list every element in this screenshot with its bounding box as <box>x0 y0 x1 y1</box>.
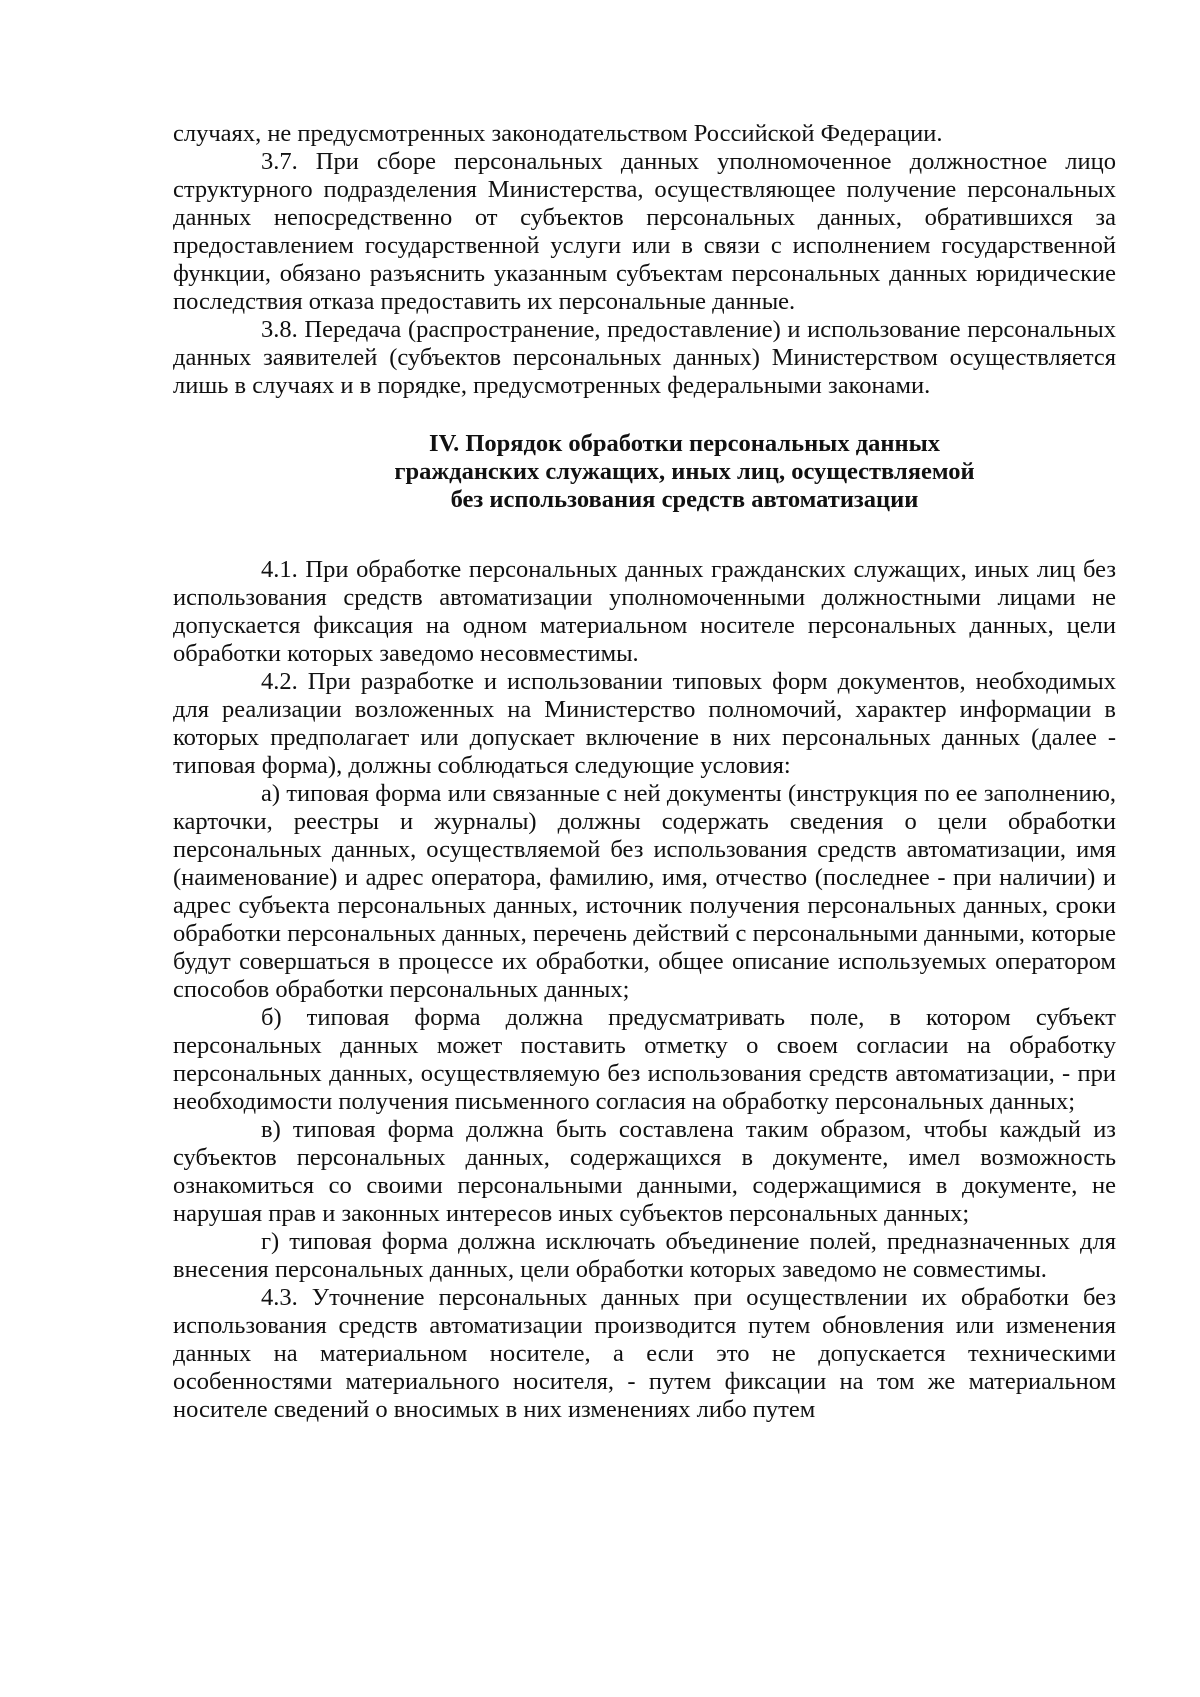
paragraph-3-8: 3.8. Передача (распространение, предоставление) и использование персональных данных заявителей (субъектов персональных данных) Министерством осуществляется лишь в случаях и в порядке, предусмотренных федеральными законами. <box>173 316 1116 399</box>
paragraph-4-2-a: а) типовая форма или связанные с ней документы (инструкция по ее заполнению, карточки, реестры и журналы) должны содержать сведения о цели обработки персональных данных, осуществляемой без использования средств автоматизации, имя (наименование) и адрес оператора, фамилию, имя, отчество (последнее - при наличии) и адрес субъекта персональных данных, источник получения персональных данных, сроки обработки персональных данных, перечень действий с персональными данными, которые будут совершаться в процессе их обработки, общее описание используемых оператором способов обработки персональных данных; <box>173 780 1116 1003</box>
paragraph-4-2-v: в) типовая форма должна быть составлена таким образом, чтобы каждый из субъектов персональных данных, содержащихся в документе, имел возможность ознакомиться со своими персональными данными, содержащимися в документе, не нарушая прав и законных интересов иных субъектов персональных данных; <box>173 1116 1116 1227</box>
paragraph-4-2: 4.2. При разработке и использовании типовых форм документов, необходимых для реализации возложенных на Министерство полномочий, характер информации в которых предполагает или допускает включение в них персональных данных (далее - типовая форма), должны соблюдаться следующие условия: <box>173 668 1116 779</box>
paragraph-4-2-g: г) типовая форма должна исключать объединение полей, предназначенных для внесения персональных данных, цели обработки которых заведомо не совместимы. <box>173 1228 1116 1283</box>
paragraph-4-1: 4.1. При обработке персональных данных гражданских служащих, иных лиц без использования средств автоматизации уполномоченными должностными лицами не допускается фиксация на одном материальном носителе персональных данных, цели обработки которых заведомо несовместимы. <box>173 556 1116 667</box>
section-heading-line-1: IV. Порядок обработки персональных данных <box>429 430 940 457</box>
section-heading <box>173 430 1116 514</box>
section-heading-line-2: гражданских служащих, иных лиц, осуществляемой <box>394 458 975 485</box>
paragraph-3-7: 3.7. При сборе персональных данных уполномоченное должностное лицо структурного подразделения Министерства, осуществляющее получение персональных данных непосредственно от субъектов персональных данных, обратившихся за предоставлением государственной услуги или в связи с исполнением государственной функции, обязано разъяснить указанным субъектам персональных данных юридические последствия отказа предоставить их персональные данные. <box>173 148 1116 315</box>
document-page <box>173 120 1116 1424</box>
section-heading-line-3: без использования средств автоматизации <box>450 486 919 513</box>
continuation-text: случаях, не предусмотренных законодательством Российской Федерации. <box>173 120 943 147</box>
paragraph-4-3: 4.3. Уточнение персональных данных при осуществлении их обработки без использования средств автоматизации производится путем обновления или изменения данных на материальном носителе, а если это не допускается техническими особенностями материального носителя, - путем фиксации на том же материальном носителе сведений о вносимых в них изменениях либо путем <box>173 1284 1116 1423</box>
paragraph-4-2-b: б) типовая форма должна предусматривать поле, в котором субъект персональных данных может поставить отметку о своем согласии на обработку персональных данных, осуществляемую без использования средств автоматизации, - при необходимости получения письменного согласия на обработку персональных данных; <box>173 1004 1116 1115</box>
